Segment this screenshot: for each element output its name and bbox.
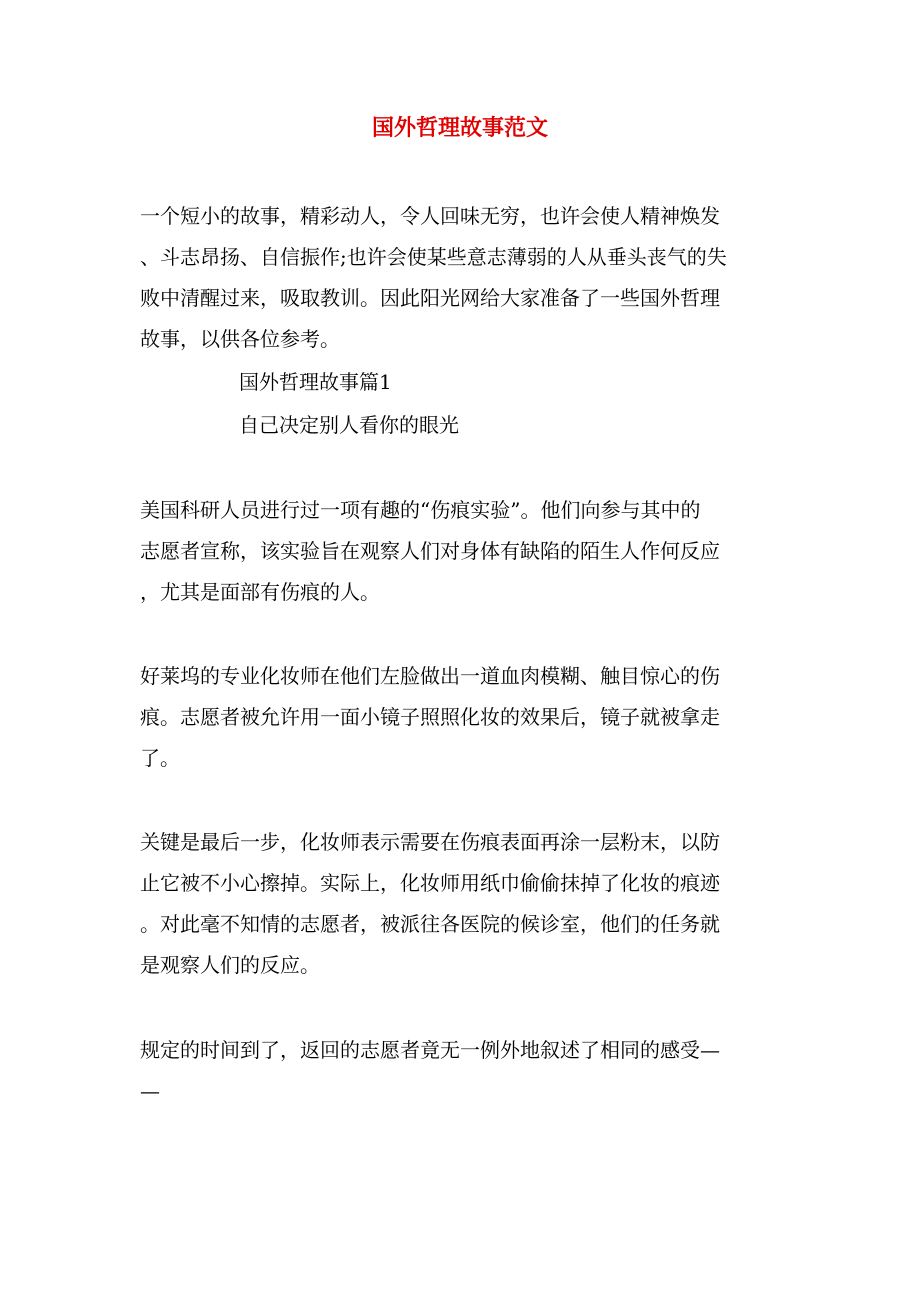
intro-paragraph (140, 196, 780, 360)
paragraph-line: 志愿者宣称，该实验旨在观察人们对身体有缺陷的陌生人作何反应 (140, 539, 720, 563)
paragraph-line: 止它被不小心擦掉。实际上，化妆师用纸巾偷偷抹掉了化妆的痕迹 (140, 871, 720, 895)
paragraph-line: 了。 (140, 746, 180, 770)
paragraph-line: 是观察人们的反应。 (140, 953, 320, 977)
paragraph-line: 好莱坞的专业化妆师在他们左脸做出一道血肉模糊、触目惊心的伤 (140, 664, 720, 688)
intro-line: 故事，以供各位参考。 (140, 327, 340, 351)
story-paragraph (140, 1030, 780, 1112)
story-title: 自己决定别人看你的眼光 (239, 413, 459, 437)
paragraph-line: 关键是最后一步，化妆师表示需要在伤痕表面再涂一层粉末，以防 (140, 830, 720, 854)
story-paragraph (140, 490, 780, 613)
intro-line: 败中清醒过来，吸取教训。因此阳光网给大家准备了一些国外哲理 (140, 286, 720, 310)
paragraph-line: ，尤其是面部有伤痕的人。 (140, 580, 380, 604)
page-title: 国外哲理故事范文 (371, 115, 548, 141)
section-heading: 国外哲理故事篇1 (239, 370, 392, 394)
intro-line: 、斗志昂扬、自信振作;也许会使某些意志薄弱的人从垂头丧气的失 (140, 245, 727, 269)
story-paragraph (140, 656, 780, 779)
paragraph-line: 规定的时间到了，返回的志愿者竟无一例外地叙述了相同的感受— (140, 1038, 720, 1062)
paragraph-line: 美国科研人员进行过一项有趣的“伤痕实验”。他们向参与其中的 (140, 498, 701, 522)
paragraph-line: — (140, 1079, 160, 1103)
story-paragraph (140, 822, 780, 986)
paragraph-line: 痕。志愿者被允许用一面小镜子照照化妆的效果后，镜子就被拿走 (140, 705, 720, 729)
intro-line: 一个短小的故事，精彩动人，令人回味无穷，也许会使人精神焕发 (140, 204, 720, 228)
paragraph-line: 。对此毫不知情的志愿者，被派往各医院的候诊室，他们的任务就 (140, 912, 720, 936)
